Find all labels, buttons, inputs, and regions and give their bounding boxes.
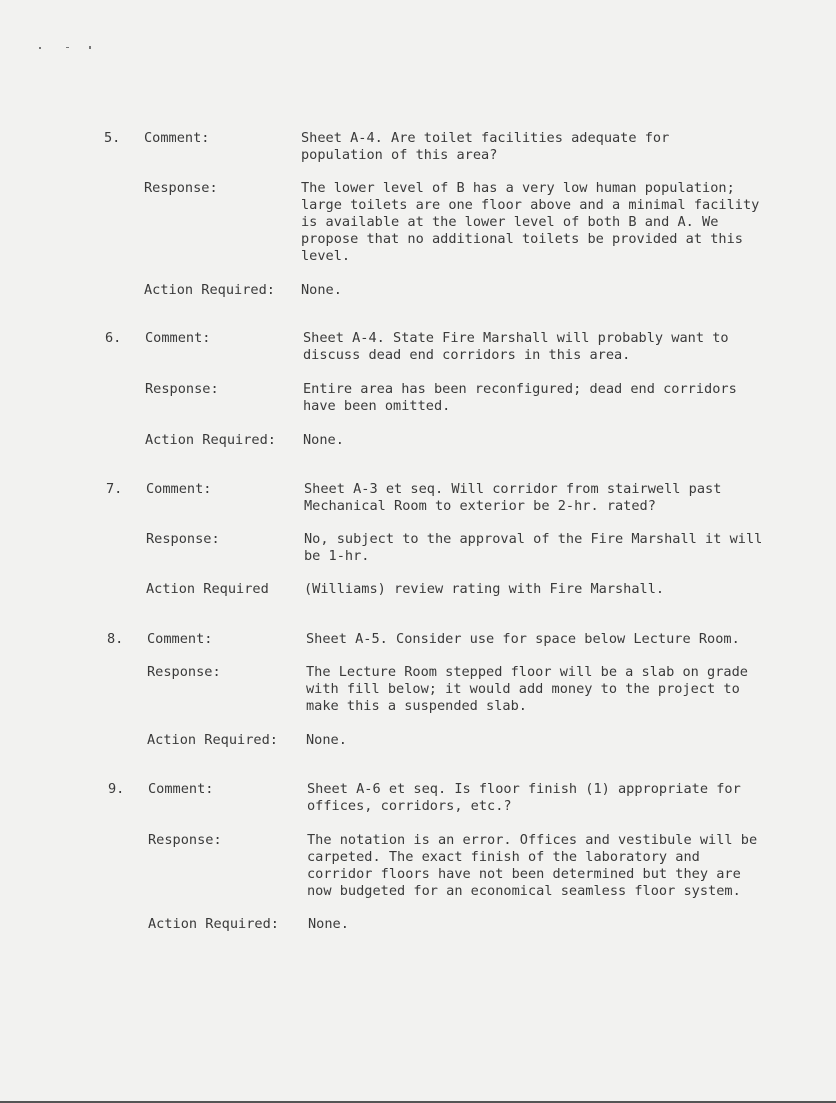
action-label: Action Required: <box>148 916 279 932</box>
comment-text: Sheet A-3 et seq. Will corridor from stairwell past Mechanical Room to exterior be 2-hr. rated? <box>304 481 722 514</box>
item-number: 5. <box>104 130 121 146</box>
response-label: Response: <box>144 180 218 196</box>
item-number: 9. <box>108 781 125 797</box>
response-label: Response: <box>147 664 221 680</box>
action-label: Action Required: <box>144 282 275 298</box>
comment-label: Comment: <box>148 781 214 797</box>
item-number: 7. <box>106 481 123 497</box>
response-label: Response: <box>145 381 219 397</box>
comment-label: Comment: <box>145 330 211 346</box>
comment-text: Sheet A-5. Consider use for space below Lecture Room. <box>306 631 740 647</box>
response-label: Response: <box>146 531 220 547</box>
action-text: (Williams) review rating with Fire Marshall. <box>304 581 665 597</box>
response-text: No, subject to the approval of the Fire Marshall it will be 1-hr. <box>304 531 763 564</box>
action-text: None. <box>303 432 344 448</box>
item-number: 6. <box>105 330 122 346</box>
action-label: Action Required <box>146 581 269 597</box>
comment-text: Sheet A-6 et seq. Is floor finish (1) appropriate for offices, corridors, etc.? <box>307 781 741 814</box>
comment-label: Comment: <box>144 130 210 146</box>
comment-label: Comment: <box>146 481 212 497</box>
response-text: The Lecture Room stepped floor will be a slab on grade with fill below; it would add money to the project to make this a suspended slab. <box>306 664 748 714</box>
scan-mark-1 <box>39 47 41 49</box>
action-label: Action Required: <box>145 432 276 448</box>
comment-text: Sheet A-4. Are toilet facilities adequate for population of this area? <box>301 130 670 163</box>
action-label: Action Required: <box>147 732 278 748</box>
scan-mark-3 <box>89 46 91 49</box>
action-text: None. <box>306 732 347 748</box>
response-text: Entire area has been reconfigured; dead end corridors have been omitted. <box>303 381 737 414</box>
scan-mark-2 <box>66 47 69 48</box>
comment-text: Sheet A-4. State Fire Marshall will probably want to discuss dead end corridors in this area. <box>303 330 729 363</box>
response-text: The notation is an error. Offices and vestibule will be carpeted. The exact finish of the laboratory and corridor floors have not been determined but they are now budgeted for an economical seamless floor system. <box>307 832 758 899</box>
comment-label: Comment: <box>147 631 213 647</box>
action-text: None. <box>308 916 349 932</box>
item-number: 8. <box>107 631 124 647</box>
action-text: None. <box>301 282 342 298</box>
response-text: The lower level of B has a very low human population; large toilets are one floor above and a minimal facility is available at the lower level of both B and A. We propose that no additional toilets be provided at this level. <box>301 180 760 264</box>
response-label: Response: <box>148 832 222 848</box>
